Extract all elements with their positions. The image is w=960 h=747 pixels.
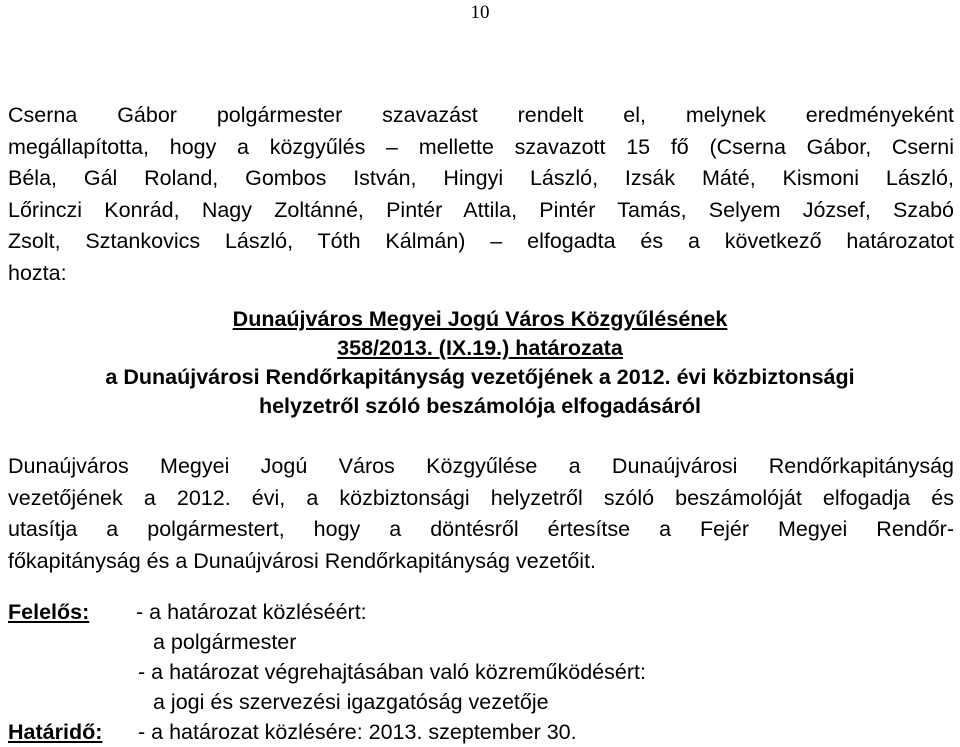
intro-line: hozta: <box>8 260 67 285</box>
responsibility-row <box>8 597 954 627</box>
decision-line: vezetőjének a 2012. évi, a közbiztonsági helyzetről szóló beszámolóját elfogadja és <box>8 485 954 510</box>
responsibility-row <box>8 627 954 657</box>
responsibility-block <box>8 597 954 747</box>
resolution-number-line <box>0 334 960 363</box>
intro-line: megállapította, hogy a közgyűlés – mellette szavazott 15 fő (Cserna Gábor, Cserni <box>8 134 954 159</box>
intro-line: Zsolt, Sztankovics László, Tóth Kálmán) – elfogadta és a következő határozatot <box>8 229 954 253</box>
deadline-label: Határidő: <box>8 720 103 744</box>
resolution-issuer: Dunaújváros Megyei Jogú Város Közgyűlésének <box>232 307 728 331</box>
resolution-title-line: helyzetről szóló beszámolója elfogadásáról <box>258 394 702 418</box>
page-number: 10 <box>470 2 490 23</box>
intro-paragraph <box>8 100 954 289</box>
intro-line: Béla, Gál Roland, Gombos István, Hingyi László, Izsák Máté, Kismoni László, <box>8 166 954 190</box>
responsible-item: - a határozat közléséért: <box>136 600 367 624</box>
decision-line: Dunaújváros Megyei Jogú Város Közgyűlése a Dunaújvárosi Rendőrkapitányság <box>8 454 954 478</box>
responsibility-row <box>8 657 954 687</box>
intro-line: Cserna Gábor polgármester szavazást rendelt el, melynek eredményeként <box>8 103 954 127</box>
responsibility-row <box>8 687 954 717</box>
intro-line: Lőrinczi Konrád, Nagy Zoltánné, Pintér Attila, Pintér Tamás, Selyem József, Szabó <box>8 197 954 222</box>
deadline-value: - a határozat közlésére: 2013. szeptember 30. <box>138 720 577 744</box>
responsible-label: Felelős: <box>8 600 90 624</box>
resolution-number-suffix: határozata <box>509 336 623 360</box>
resolution-heading <box>0 305 960 421</box>
responsible-person: a polgármester <box>153 630 297 654</box>
resolution-number: 358/2013. (IX.19.) <box>337 336 510 360</box>
resolution-title-line: a Dunaújvárosi Rendőrkapitányság vezetőjének a 2012. évi közbiztonsági <box>105 365 855 389</box>
responsible-item: - a határozat végrehajtásában való közreműködésért: <box>138 660 646 684</box>
decision-line: utasítja a polgármestert, hogy a döntésről értesítse a Fejér Megyei Rendőr- <box>8 517 954 541</box>
deadline-row <box>8 717 954 747</box>
decision-paragraph <box>8 451 954 577</box>
decision-line: főkapitányság és a Dunaújvárosi Rendőrkapitányság vezetőit. <box>8 548 597 573</box>
responsible-person: a jogi és szervezési igazgatóság vezetője <box>153 690 549 714</box>
